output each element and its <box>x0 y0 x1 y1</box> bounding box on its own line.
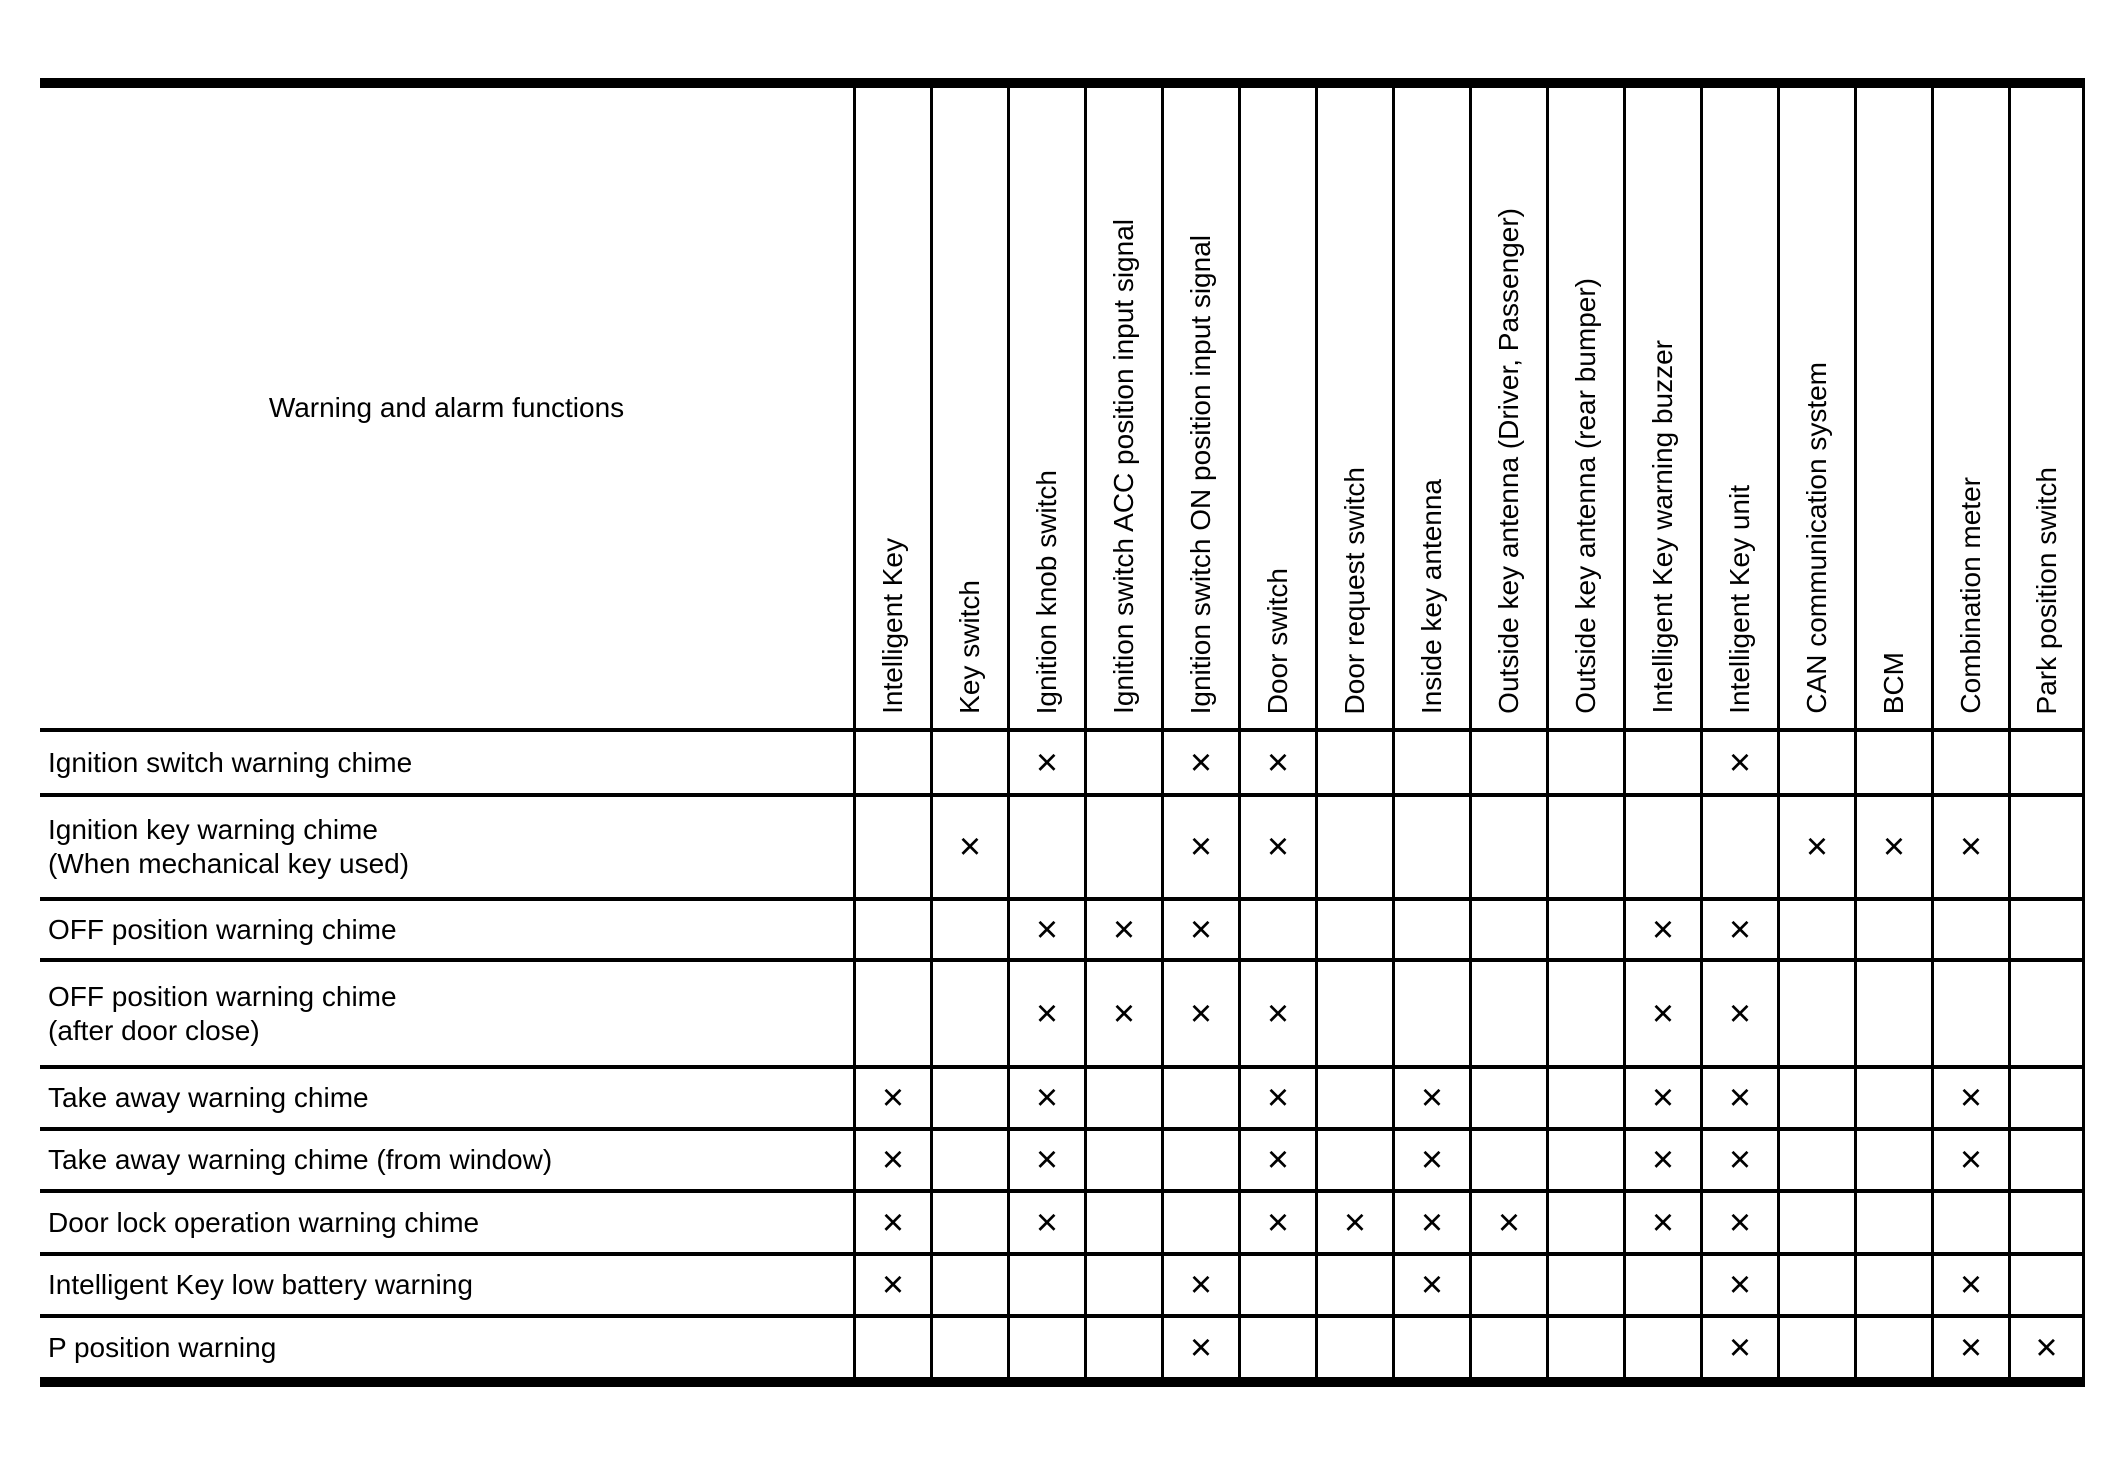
cross-mark: × <box>1728 992 1752 1035</box>
row-label-7 <box>40 1189 853 1252</box>
matrix-cell-r1-c12 <box>1700 728 1777 793</box>
matrix-cell-r9-c1 <box>853 1314 930 1377</box>
cross-mark: × <box>1035 1201 1059 1244</box>
cross-mark: × <box>1266 1201 1290 1244</box>
matrix-cell-r1-c9 <box>1469 728 1546 793</box>
matrix-cell-r2-c1 <box>853 793 930 897</box>
matrix-cell-r6-c7 <box>1315 1127 1392 1189</box>
matrix-cell-r5-c12 <box>1700 1065 1777 1127</box>
cross-mark: × <box>1882 826 1906 868</box>
matrix-cell-r1-c16 <box>2008 728 2085 793</box>
row-label-text: Ignition key warning chime <box>48 814 378 846</box>
cross-mark: × <box>1189 992 1213 1035</box>
row-label-text: Take away warning chime (from window) <box>48 1144 553 1176</box>
column-header-14 <box>1854 88 1931 728</box>
matrix-cell-r7-c14 <box>1854 1189 1931 1252</box>
matrix-cell-r3-c13 <box>1777 897 1854 958</box>
matrix-cell-r8-c12 <box>1700 1252 1777 1314</box>
cross-mark: × <box>881 1264 905 1306</box>
column-header-2 <box>930 88 1007 728</box>
cross-mark: × <box>2035 1326 2058 1369</box>
matrix-cell-r4-c6 <box>1238 958 1315 1065</box>
matrix-cell-r8-c6 <box>1238 1252 1315 1314</box>
matrix-cell-r4-c16 <box>2008 958 2085 1065</box>
matrix-cell-r3-c1 <box>853 897 930 958</box>
matrix-cell-r6-c3 <box>1007 1127 1084 1189</box>
table-corner-header: Warning and alarm functions <box>268 392 625 423</box>
column-header-3 <box>1007 88 1084 728</box>
column-header-label: CAN communication system <box>1801 362 1832 714</box>
cross-mark: × <box>1266 992 1290 1035</box>
matrix-cell-r2-c2 <box>930 793 1007 897</box>
column-header-label: Park position switch <box>2030 466 2062 714</box>
matrix-cell-r4-c13 <box>1777 958 1854 1065</box>
matrix-cell-r7-c16 <box>2008 1189 2085 1252</box>
row-label-text: Door lock operation warning chime <box>48 1206 480 1238</box>
row-label-4 <box>40 958 853 1065</box>
cross-mark: × <box>1651 1077 1675 1119</box>
matrix-cell-r5-c11 <box>1623 1065 1700 1127</box>
row-label-text: OFF position warning chime <box>48 913 397 945</box>
cross-mark: × <box>881 1077 905 1119</box>
matrix-cell-r6-c4 <box>1084 1127 1161 1189</box>
matrix-cell-r3-c5 <box>1161 897 1238 958</box>
column-header-4 <box>1084 88 1161 728</box>
column-header-1 <box>853 88 930 728</box>
matrix-cell-r4-c15 <box>1931 958 2008 1065</box>
matrix-cell-r3-c9 <box>1469 897 1546 958</box>
cross-mark: × <box>1112 908 1136 951</box>
matrix-cell-r2-c4 <box>1084 793 1161 897</box>
matrix-cell-r7-c3 <box>1007 1189 1084 1252</box>
matrix-cell-r7-c10 <box>1546 1189 1623 1252</box>
matrix-cell-r9-c9 <box>1469 1314 1546 1377</box>
matrix-cell-r5-c9 <box>1469 1065 1546 1127</box>
matrix-cell-r2-c11 <box>1623 793 1700 897</box>
matrix-cell-r9-c13 <box>1777 1314 1854 1377</box>
column-header-label: Door switch <box>1262 567 1293 714</box>
matrix-cell-r9-c16 <box>2008 1314 2085 1377</box>
matrix-cell-r4-c4 <box>1084 958 1161 1065</box>
column-header-label: Ignition switch ON position input signal <box>1185 234 1216 714</box>
matrix-cell-r1-c15 <box>1931 728 2008 793</box>
matrix-cell-r1-c10 <box>1546 728 1623 793</box>
matrix-cell-r7-c8 <box>1392 1189 1469 1252</box>
matrix-cell-r3-c11 <box>1623 897 1700 958</box>
matrix-cell-r2-c9 <box>1469 793 1546 897</box>
matrix-cell-r8-c7 <box>1315 1252 1392 1314</box>
matrix-cell-r4-c9 <box>1469 958 1546 1065</box>
cross-mark: × <box>1266 826 1290 868</box>
matrix-cell-r3-c8 <box>1392 897 1469 958</box>
matrix-cell-r2-c5 <box>1161 793 1238 897</box>
cross-mark: × <box>1728 1139 1752 1181</box>
matrix-cell-r4-c12 <box>1700 958 1777 1065</box>
matrix-cell-r1-c11 <box>1623 728 1700 793</box>
matrix-cell-r5-c8 <box>1392 1065 1469 1127</box>
cross-mark: × <box>1189 1326 1213 1369</box>
cross-mark: × <box>1266 1139 1290 1181</box>
matrix-cell-r6-c5 <box>1161 1127 1238 1189</box>
row-label-5 <box>40 1065 853 1127</box>
column-header-label: Outside key antenna (rear bumper) <box>1570 278 1601 714</box>
matrix-cell-r8-c14 <box>1854 1252 1931 1314</box>
cross-mark: × <box>881 1139 905 1181</box>
row-label-text: P position warning <box>48 1331 277 1363</box>
matrix-cell-r5-c4 <box>1084 1065 1161 1127</box>
matrix-cell-r5-c16 <box>2008 1065 2085 1127</box>
matrix-cell-r7-c4 <box>1084 1189 1161 1252</box>
matrix-cell-r9-c10 <box>1546 1314 1623 1377</box>
matrix-cell-r1-c1 <box>853 728 930 793</box>
column-header-6 <box>1238 88 1315 728</box>
row-label-subtext: (When mechanical key used) <box>48 848 410 879</box>
matrix-cell-r3-c14 <box>1854 897 1931 958</box>
column-header-5 <box>1161 88 1238 728</box>
column-header-label: Ignition switch ACC position input signal <box>1108 219 1139 714</box>
matrix-cell-r8-c11 <box>1623 1252 1700 1314</box>
matrix-cell-r3-c4 <box>1084 897 1161 958</box>
cross-mark: × <box>1035 908 1059 951</box>
matrix-cell-r5-c7 <box>1315 1065 1392 1127</box>
matrix-cell-r7-c7 <box>1315 1189 1392 1252</box>
cross-mark: × <box>1035 992 1059 1035</box>
column-header-label: Outside key antenna (Driver, Passenger) <box>1493 208 1524 714</box>
matrix-cell-r2-c10 <box>1546 793 1623 897</box>
cross-mark: × <box>958 826 982 868</box>
matrix-cell-r8-c1 <box>853 1252 930 1314</box>
matrix-cell-r6-c12 <box>1700 1127 1777 1189</box>
matrix-cell-r8-c3 <box>1007 1252 1084 1314</box>
matrix-cell-r9-c3 <box>1007 1314 1084 1377</box>
matrix-cell-r9-c5 <box>1161 1314 1238 1377</box>
cross-mark: × <box>1266 1077 1290 1119</box>
row-label-9 <box>40 1314 853 1377</box>
cross-mark: × <box>1728 1201 1752 1244</box>
cross-mark: × <box>1035 1077 1059 1119</box>
matrix-cell-r8-c13 <box>1777 1252 1854 1314</box>
matrix-cell-r4-c8 <box>1392 958 1469 1065</box>
cross-mark: × <box>1728 1326 1752 1369</box>
matrix-cell-r1-c6 <box>1238 728 1315 793</box>
column-header-label: Combination meter <box>1955 477 1986 714</box>
cross-mark: × <box>1959 826 1983 868</box>
cross-mark: × <box>1420 1139 1444 1181</box>
matrix-cell-r5-c5 <box>1161 1065 1238 1127</box>
cross-mark: × <box>1189 908 1213 951</box>
matrix-cell-r5-c6 <box>1238 1065 1315 1127</box>
matrix-cell-r9-c14 <box>1854 1314 1931 1377</box>
row-label-3 <box>40 897 853 958</box>
matrix-cell-r6-c14 <box>1854 1127 1931 1189</box>
matrix-cell-r6-c11 <box>1623 1127 1700 1189</box>
cross-mark: × <box>1420 1077 1444 1119</box>
column-header-13 <box>1777 88 1854 728</box>
cross-mark: × <box>1189 826 1213 868</box>
matrix-cell-r1-c4 <box>1084 728 1161 793</box>
row-label-text: OFF position warning chime <box>48 980 397 1012</box>
cross-mark: × <box>1728 741 1752 784</box>
matrix-cell-r8-c5 <box>1161 1252 1238 1314</box>
matrix-cell-r9-c4 <box>1084 1314 1161 1377</box>
matrix-cell-r2-c15 <box>1931 793 2008 897</box>
row-label-1 <box>40 728 853 793</box>
cross-mark: × <box>1112 992 1136 1035</box>
matrix-cell-r2-c13 <box>1777 793 1854 897</box>
warning-functions-table <box>40 78 2085 1387</box>
row-label-text: Take away warning chime <box>48 1082 369 1114</box>
column-header-7 <box>1315 88 1392 728</box>
column-header-label: Inside key antenna <box>1416 478 1447 714</box>
column-header-label: Intelligent Key <box>877 538 908 714</box>
matrix-cell-r9-c8 <box>1392 1314 1469 1377</box>
matrix-cell-r1-c2 <box>930 728 1007 793</box>
matrix-cell-r9-c11 <box>1623 1314 1700 1377</box>
row-label-2 <box>40 793 853 897</box>
cross-mark: × <box>1959 1264 1983 1306</box>
matrix-cell-r2-c3 <box>1007 793 1084 897</box>
matrix-cell-r1-c14 <box>1854 728 1931 793</box>
matrix-cell-r7-c12 <box>1700 1189 1777 1252</box>
matrix-cell-r2-c6 <box>1238 793 1315 897</box>
cross-mark: × <box>1728 908 1752 951</box>
matrix-cell-r7-c5 <box>1161 1189 1238 1252</box>
matrix-cell-r7-c15 <box>1931 1189 2008 1252</box>
matrix-cell-r3-c10 <box>1546 897 1623 958</box>
matrix-cell-r8-c2 <box>930 1252 1007 1314</box>
matrix-cell-r4-c10 <box>1546 958 1623 1065</box>
cross-mark: × <box>1035 741 1059 784</box>
matrix-cell-r4-c14 <box>1854 958 1931 1065</box>
matrix-cell-r9-c2 <box>930 1314 1007 1377</box>
matrix-cell-r9-c6 <box>1238 1314 1315 1377</box>
column-header-15 <box>1931 88 2008 728</box>
cross-mark: × <box>1420 1264 1444 1306</box>
cross-mark: × <box>1651 1201 1675 1244</box>
matrix-cell-r3-c6 <box>1238 897 1315 958</box>
cross-mark: × <box>1189 1264 1213 1306</box>
matrix-cell-r7-c13 <box>1777 1189 1854 1252</box>
matrix-cell-r7-c1 <box>853 1189 930 1252</box>
matrix-cell-r8-c10 <box>1546 1252 1623 1314</box>
matrix-cell-r6-c16 <box>2008 1127 2085 1189</box>
matrix-cell-r4-c5 <box>1161 958 1238 1065</box>
matrix-cell-r6-c2 <box>930 1127 1007 1189</box>
matrix-cell-r2-c8 <box>1392 793 1469 897</box>
matrix-cell-r1-c5 <box>1161 728 1238 793</box>
matrix-cell-r8-c8 <box>1392 1252 1469 1314</box>
column-header-10 <box>1546 88 1623 728</box>
matrix-cell-r9-c7 <box>1315 1314 1392 1377</box>
column-header-label: Door request switch <box>1339 466 1370 714</box>
cross-mark: × <box>1728 1264 1752 1306</box>
matrix-cell-r2-c14 <box>1854 793 1931 897</box>
matrix-cell-r8-c4 <box>1084 1252 1161 1314</box>
column-header-8 <box>1392 88 1469 728</box>
matrix-cell-r5-c13 <box>1777 1065 1854 1127</box>
cross-mark: × <box>1266 741 1290 784</box>
matrix-cell-r7-c11 <box>1623 1189 1700 1252</box>
matrix-cell-r3-c16 <box>2008 897 2085 958</box>
cross-mark: × <box>881 1201 905 1244</box>
matrix-cell-r6-c10 <box>1546 1127 1623 1189</box>
column-header-11 <box>1623 88 1700 728</box>
cross-mark: × <box>1343 1201 1367 1244</box>
matrix-cell-r6-c8 <box>1392 1127 1469 1189</box>
matrix-cell-r6-c15 <box>1931 1127 2008 1189</box>
column-header-9 <box>1469 88 1546 728</box>
matrix-cell-r7-c9 <box>1469 1189 1546 1252</box>
matrix-cell-r4-c3 <box>1007 958 1084 1065</box>
matrix-cell-r1-c7 <box>1315 728 1392 793</box>
matrix-cell-r5-c15 <box>1931 1065 2008 1127</box>
matrix-cell-r3-c15 <box>1931 897 2008 958</box>
row-label-text: Intelligent Key low battery warning <box>48 1269 473 1301</box>
matrix-cell-r4-c7 <box>1315 958 1392 1065</box>
matrix-cell-r5-c3 <box>1007 1065 1084 1127</box>
row-label-8 <box>40 1252 853 1314</box>
cross-mark: × <box>1805 826 1829 868</box>
matrix-cell-r5-c10 <box>1546 1065 1623 1127</box>
matrix-cell-r6-c13 <box>1777 1127 1854 1189</box>
matrix-cell-r9-c15 <box>1931 1314 2008 1377</box>
matrix-cell-r6-c1 <box>853 1127 930 1189</box>
matrix-cell-r5-c1 <box>853 1065 930 1127</box>
matrix-cell-r5-c14 <box>1854 1065 1931 1127</box>
matrix-cell-r1-c3 <box>1007 728 1084 793</box>
column-header-12 <box>1700 88 1777 728</box>
cross-mark: × <box>1420 1201 1444 1244</box>
matrix-cell-r5-c2 <box>930 1065 1007 1127</box>
matrix-cell-r3-c3 <box>1007 897 1084 958</box>
column-header-label: Intelligent Key unit <box>1724 485 1755 714</box>
row-label-subtext: (after door close) <box>48 1014 260 1046</box>
column-header-label: BCM <box>1878 651 1909 714</box>
row-label-text: Ignition switch warning chime <box>48 746 413 778</box>
matrix-cell-r8-c9 <box>1469 1252 1546 1314</box>
cross-mark: × <box>1651 908 1675 951</box>
matrix-cell-r6-c6 <box>1238 1127 1315 1189</box>
matrix-cell-r1-c13 <box>1777 728 1854 793</box>
cross-mark: × <box>1959 1077 1983 1119</box>
matrix-cell-r7-c6 <box>1238 1189 1315 1252</box>
matrix-cell-r4-c1 <box>853 958 930 1065</box>
matrix-cell-r2-c16 <box>2008 793 2085 897</box>
cross-mark: × <box>1959 1326 1983 1369</box>
matrix-cell-r3-c2 <box>930 897 1007 958</box>
cross-mark: × <box>1497 1201 1521 1244</box>
matrix-cell-r2-c12 <box>1700 793 1777 897</box>
matrix-cell-r2-c7 <box>1315 793 1392 897</box>
cross-mark: × <box>1651 1139 1675 1181</box>
matrix-cell-r9-c12 <box>1700 1314 1777 1377</box>
matrix-cell-r7-c2 <box>930 1189 1007 1252</box>
column-header-label: Ignition knob switch <box>1031 469 1062 714</box>
column-header-16 <box>2008 88 2085 728</box>
row-label-6 <box>40 1127 853 1189</box>
matrix-cell-r4-c2 <box>930 958 1007 1065</box>
matrix-cell-r8-c16 <box>2008 1252 2085 1314</box>
cross-mark: × <box>1728 1077 1752 1119</box>
column-header-label: Key switch <box>954 580 985 714</box>
cross-mark: × <box>1651 992 1675 1035</box>
cross-mark: × <box>1035 1139 1059 1181</box>
column-header-label: Intelligent Key warning buzzer <box>1647 340 1678 714</box>
matrix-cell-r4-c11 <box>1623 958 1700 1065</box>
matrix-cell-r3-c12 <box>1700 897 1777 958</box>
matrix-cell-r1-c8 <box>1392 728 1469 793</box>
matrix-cell-r8-c15 <box>1931 1252 2008 1314</box>
cross-mark: × <box>1189 741 1213 784</box>
matrix-cell-r3-c7 <box>1315 897 1392 958</box>
cross-mark: × <box>1959 1139 1983 1181</box>
matrix-cell-r6-c9 <box>1469 1127 1546 1189</box>
